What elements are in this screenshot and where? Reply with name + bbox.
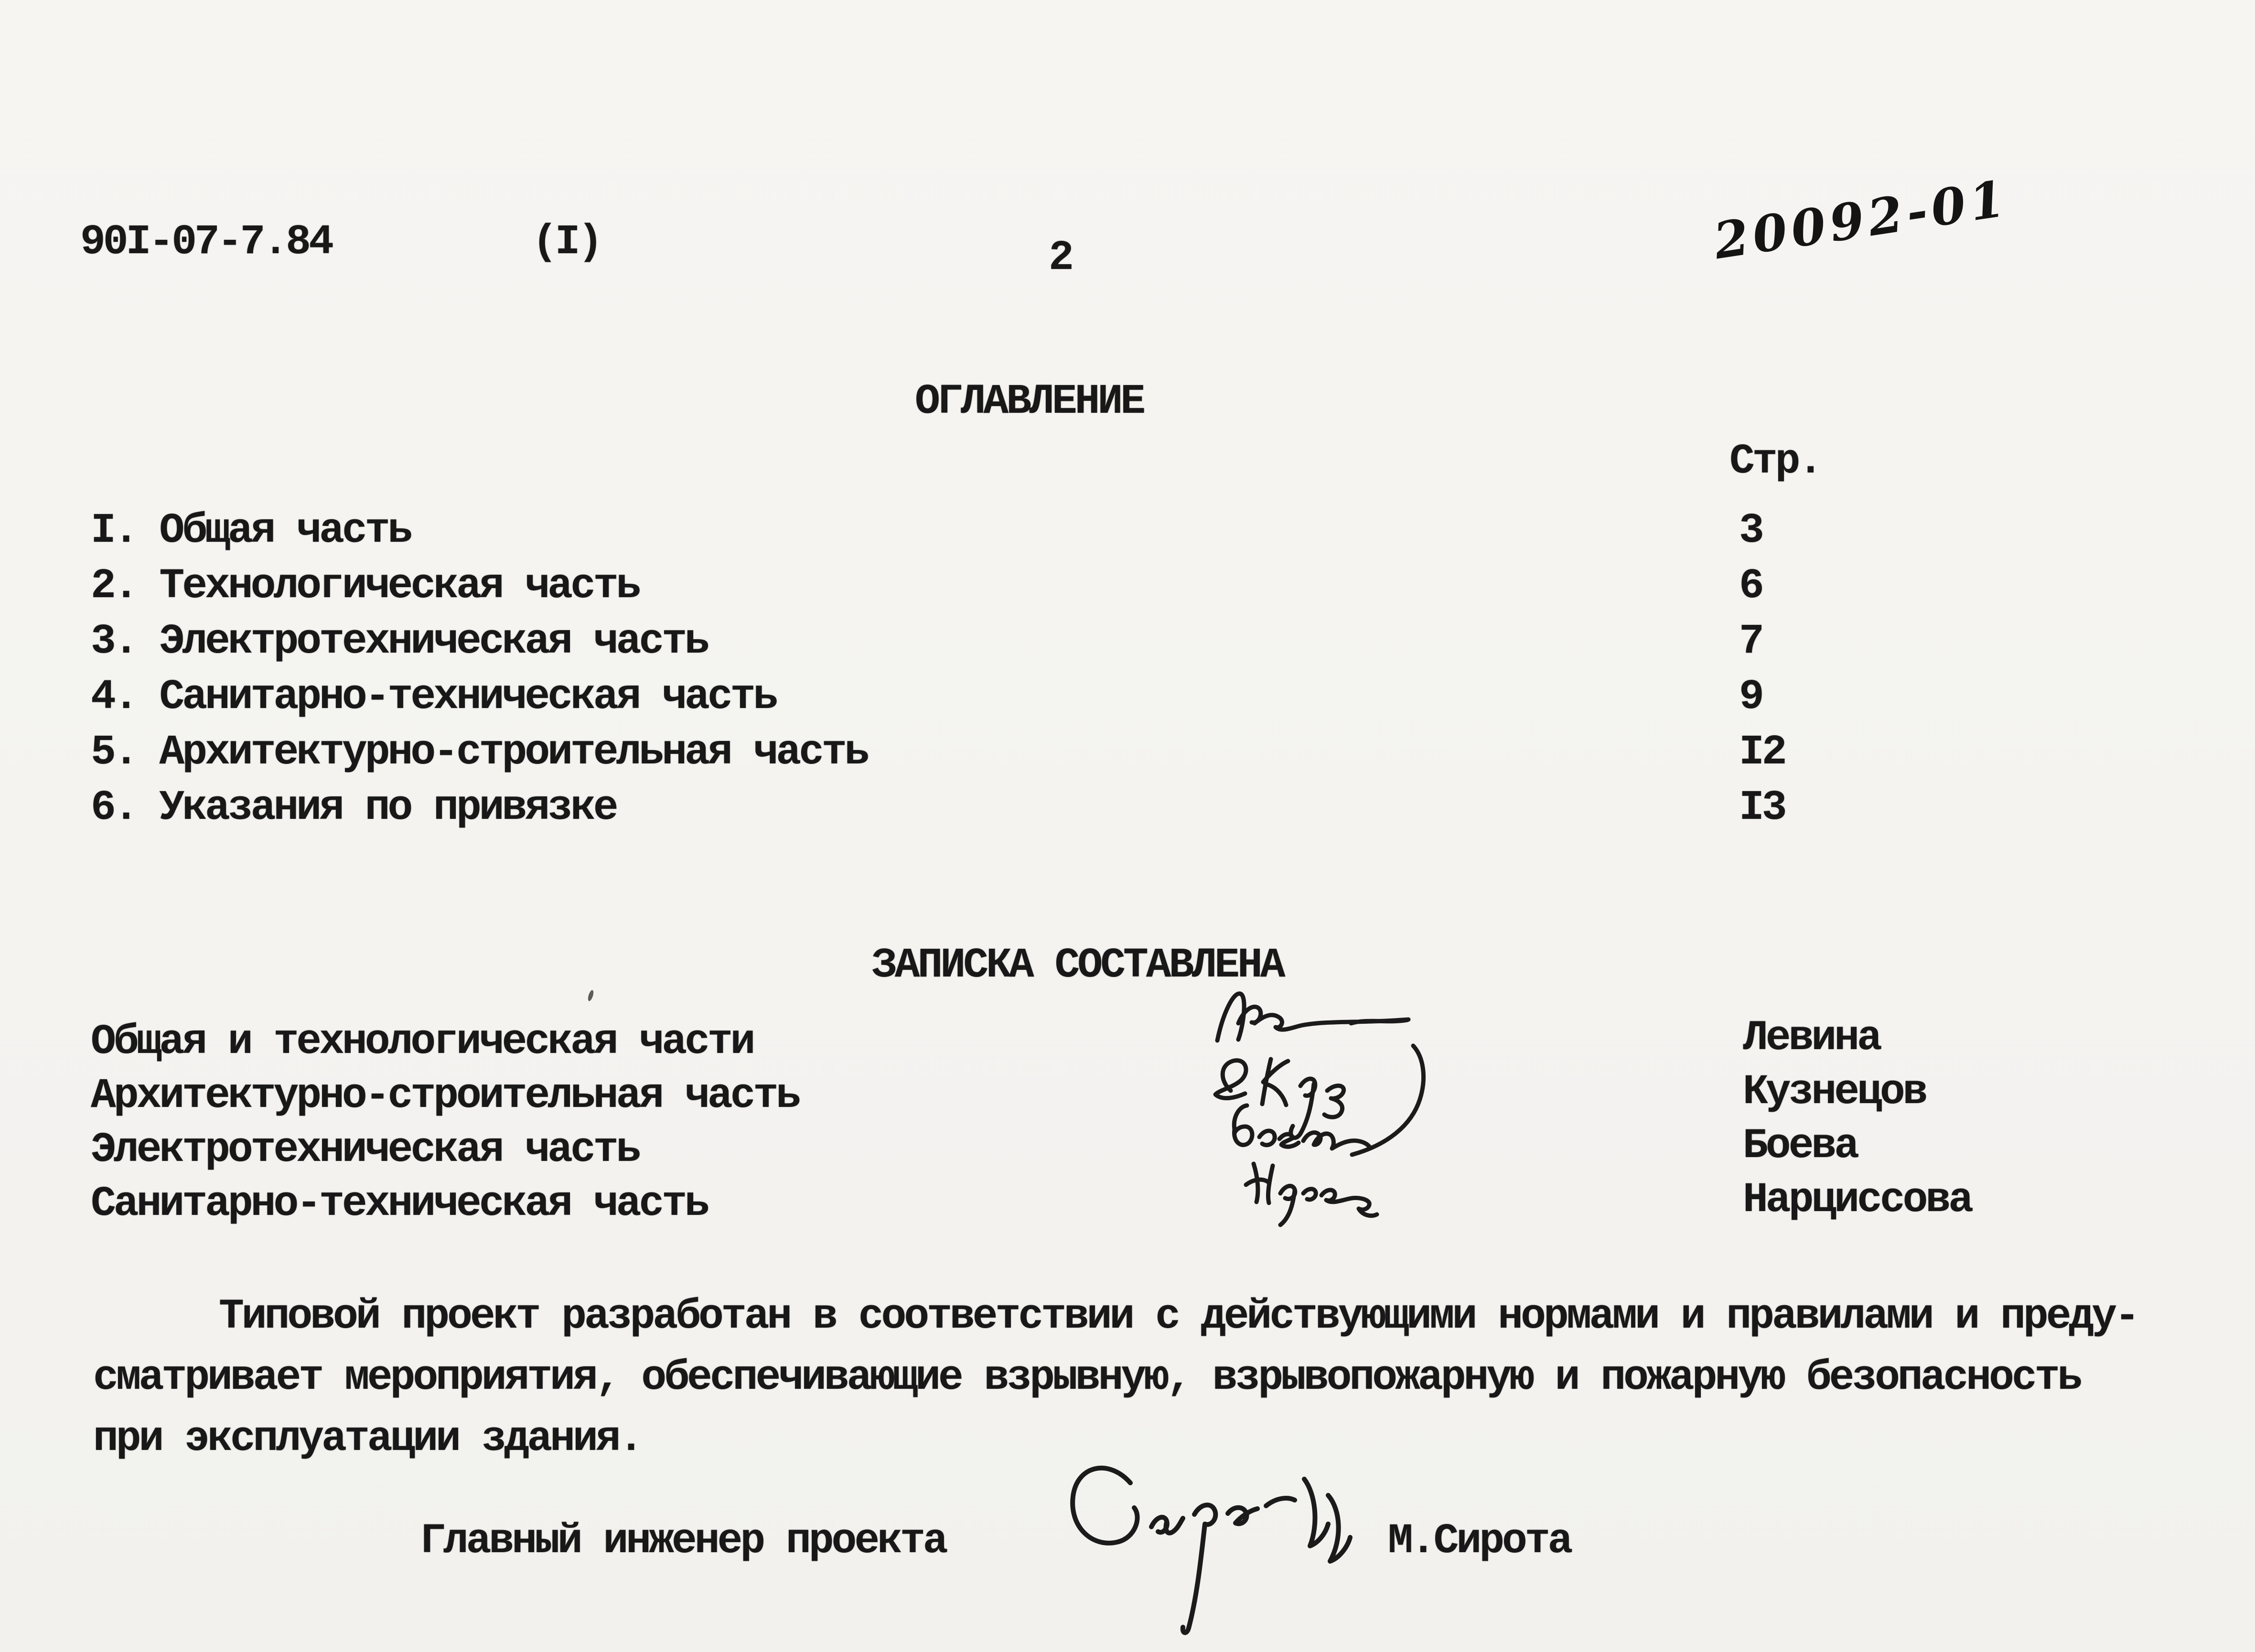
compiled-row-section: Архитектурно-строительная часть — [91, 1073, 799, 1120]
paragraph-line: сматривает мероприятия, обеспечивающие взрывную, взрывопожарную и пожарную безопасность — [93, 1354, 2081, 1402]
compiled-row-author: Левина — [1743, 1015, 1880, 1062]
toc-item-label: 5. Архитектурно-строительная часть — [91, 729, 868, 776]
toc-item-page: 6 — [1739, 563, 1762, 610]
compiled-row-author: Кузнецов — [1743, 1069, 1926, 1116]
toc-item-label: 4. Санитарно-техническая часть — [91, 674, 776, 721]
paragraph-line: Типовой проект разработан в соответствии с действующими нормами и правилами и преду- — [219, 1293, 2137, 1341]
paragraph-line: при эксплуатации здания. — [93, 1416, 642, 1463]
compiled-by-title: ЗАПИСКА СОСТАВЛЕНА — [872, 942, 1283, 989]
toc-item-page: 9 — [1739, 674, 1762, 721]
volume-mark: (I) — [532, 219, 601, 266]
toc-item-label: 2. Технологическая часть — [91, 563, 639, 610]
compiled-row-author: Боева — [1743, 1123, 1858, 1170]
toc-item-page: I3 — [1739, 784, 1785, 832]
handwritten-document-number: 20092-01 — [1710, 168, 2013, 271]
footer-name: М.Сирота — [1388, 1518, 1571, 1565]
page-number: 2 — [1049, 235, 1072, 282]
toc-item-page: I2 — [1739, 729, 1785, 776]
compiled-row-section: Общая и технологическая части — [91, 1019, 753, 1066]
toc-pages-header: Стр. — [1729, 438, 1821, 485]
toc-item-label: 3. Электротехническая часть — [91, 618, 708, 665]
sirota-signature-image — [1037, 1452, 1419, 1643]
toc-title: ОГЛАВЛЕНИЕ — [915, 378, 1144, 426]
toc-item-page: 3 — [1739, 507, 1762, 555]
compiled-row-author: Нарциссова — [1743, 1177, 1972, 1224]
compiled-row-section: Электротехническая часть — [91, 1126, 639, 1174]
footer-role: Главный инженер проекта — [420, 1518, 946, 1565]
toc-item-label: 6. Указания по привязке — [91, 784, 616, 832]
document-code: 90I-07-7.84 — [80, 219, 332, 266]
toc-item-page: 7 — [1739, 618, 1762, 665]
ink-speck — [587, 989, 595, 1002]
compiled-row-section: Санитарно-техническая часть — [91, 1180, 708, 1228]
narcissova-signature-image — [1233, 1147, 1395, 1230]
toc-item-label: I. Общая часть — [91, 507, 411, 555]
